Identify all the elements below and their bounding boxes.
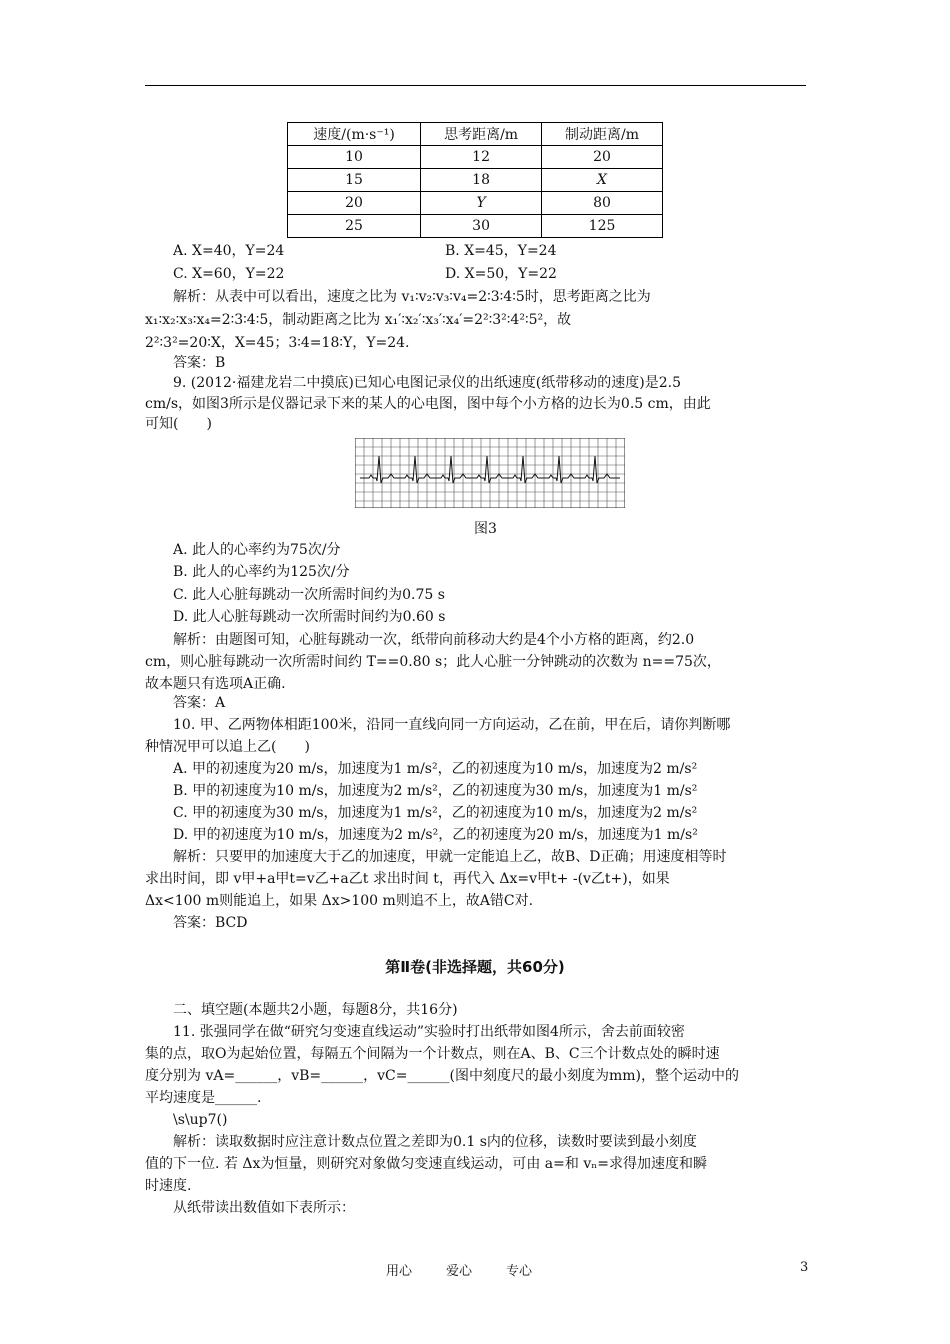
q9-option-d: D. 此人心脏每跳动一次所需时间约为0.60 s — [173, 609, 446, 625]
table-header: 制动距离/m — [542, 123, 663, 146]
q9-stem: cm/s，如图3所示是仪器记录下来的某人的心电图，图中每个小方格的边长为0.5 cm，由此 — [145, 396, 711, 412]
q8-solution: 2²∶3²=20∶X，X=45；3∶4=18∶Y，Y=24. — [145, 335, 410, 351]
table-cell: 18 — [421, 169, 542, 192]
table-cell: X — [542, 169, 663, 192]
q11-stem: 11. 张强同学在做“研究匀变速直线运动”实验时打出纸带如图4所示，舍去前面较密 — [173, 1024, 685, 1040]
speed-distance-table — [287, 122, 663, 238]
table-cell: 25 — [288, 215, 421, 238]
table-row — [288, 169, 663, 192]
q11-stem: 度分别为 vA=______，vB=______，vC=______(图中刻度尺的最小刻度为mm)，整个运动中的 — [145, 1068, 739, 1084]
q9-answer: 答案：A — [173, 695, 226, 711]
ecg-grid — [355, 438, 625, 508]
q10-solution: 求出时间，即 v甲+a甲t=v乙+a乙t 求出时间 t，再代入 Δx=v甲t+ -(v乙t+)，如果 — [145, 871, 670, 887]
table-row — [288, 192, 663, 215]
q10-option-a: A. 甲的初速度为20 m/s，加速度为1 m/s²，乙的初速度为10 m/s，加速度为2 m/s² — [173, 761, 698, 777]
q10-option-d: D. 甲的初速度为10 m/s，加速度为2 m/s²，乙的初速度为20 m/s，加速度为1 m/s² — [173, 827, 698, 843]
q10-option-c: C. 甲的初速度为30 m/s，加速度为1 m/s²，乙的初速度为10 m/s，加速度为2 m/s² — [173, 805, 698, 821]
footer-motto: 用心 — [386, 1264, 413, 1279]
footer-motto: 专心 — [506, 1264, 533, 1279]
q9-stem: 9. (2012·福建龙岩二中摸底)已知心电图记录仪的出纸速度(纸带移动的速度)是2.5 — [173, 375, 681, 391]
figure-caption: 图3 — [474, 521, 497, 537]
q9-solution: 解析：由题图可知，心脏每跳动一次，纸带向前移动大约是4个小方格的距离，约2.0 — [173, 632, 695, 648]
q10-stem: 种情况甲可以追上乙( ) — [145, 739, 310, 755]
q9-solution: 故本题只有选项A正确. — [145, 676, 286, 692]
q8-option-b: B. X=45，Y=24 — [445, 243, 557, 259]
table-cell: 20 — [288, 192, 421, 215]
q8-option-a: A. X=40，Y=24 — [173, 243, 285, 259]
table-cell: 10 — [288, 146, 421, 169]
ecg-figure — [355, 438, 625, 508]
q9-stem: 可知( ) — [145, 416, 212, 432]
table-row — [288, 146, 663, 169]
q11-solution: 值的下一位. 若 Δx为恒量，则研究对象做匀变速直线运动，可由 a=和 vₙ=求得加速度和瞬 — [145, 1156, 708, 1172]
q10-solution: Δx<100 m则能追上，如果 Δx>100 m则追不上，故A错C对. — [145, 893, 534, 909]
table-cell: 80 — [542, 192, 663, 215]
table-header: 速度/(m·s⁻¹) — [288, 123, 421, 146]
q8-option-d: D. X=50，Y=22 — [445, 266, 557, 282]
q10-solution: 解析：只要甲的加速度大于乙的加速度，甲就一定能追上乙，故B、D正确；用速度相等时 — [173, 849, 727, 865]
q11-solution: 时速度. — [145, 1178, 192, 1194]
q10-stem: 10. 甲、乙两物体相距100米，沿同一直线向同一方向运动，乙在前，甲在后，请你判断哪 — [173, 717, 731, 733]
q10-answer: 答案：BCD — [173, 915, 248, 931]
q9-option-a: A. 此人的心率约为75次/分 — [173, 542, 341, 558]
q8-answer: 答案：B — [173, 355, 226, 371]
q8-solution: 解析：从表中可以看出，速度之比为 v₁∶v₂∶v₃∶v₄=2∶3∶4∶5时，思考距离之比为 — [173, 289, 651, 305]
table-cell: Y — [421, 192, 542, 215]
q11-solution: 从纸带读出数值如下表所示： — [173, 1200, 355, 1216]
q10-option-b: B. 甲的初速度为10 m/s，加速度为2 m/s²，乙的初速度为30 m/s，加速度为1 m/s² — [173, 783, 698, 799]
part2-title: 二、填空题(本题共2小题，每题8分，共16分) — [173, 1002, 458, 1018]
figure-placeholder: \s\up7() — [173, 1112, 228, 1128]
q11-stem: 集的点，取O为起始位置，每隔五个间隔为一个计数点，则在A、B、C三个计数点处的瞬时速 — [145, 1046, 720, 1062]
q8-solution: x₁∶x₂∶x₃∶x₄=2∶3∶4∶5，制动距离之比为 x₁′∶x₂′∶x₃′∶x₄′=2²∶3²∶4²∶5²，故 — [145, 312, 572, 328]
q9-solution: cm，则心脏每跳动一次所需时间约 T==0.80 s；此人心脏一分钟跳动的次数为 n==75次， — [145, 654, 721, 670]
table-cell: 12 — [421, 146, 542, 169]
footer-motto: 爱心 — [446, 1264, 473, 1279]
table-header-row — [288, 123, 663, 146]
q11-solution: 解析：读取数据时应注意计数点位置之差即为0.1 s内的位移，读数时要读到最小刻度 — [173, 1134, 697, 1150]
q9-option-b: B. 此人的心率约为125次/分 — [173, 564, 350, 580]
q9-option-c: C. 此人心脏每跳动一次所需时间约为0.75 s — [173, 587, 445, 603]
section-heading: 第Ⅱ卷(非选择题，共60分) — [385, 958, 565, 976]
q8-option-c: C. X=60，Y=22 — [173, 266, 285, 282]
table-cell: 15 — [288, 169, 421, 192]
header-rule — [145, 85, 806, 86]
table-cell: 30 — [421, 215, 542, 238]
table-cell: 125 — [542, 215, 663, 238]
table-cell: 20 — [542, 146, 663, 169]
table-header: 思考距离/m — [421, 123, 542, 146]
table-row — [288, 215, 663, 238]
q11-stem: 平均速度是______. — [145, 1090, 262, 1106]
page-number: 3 — [800, 1260, 809, 1275]
